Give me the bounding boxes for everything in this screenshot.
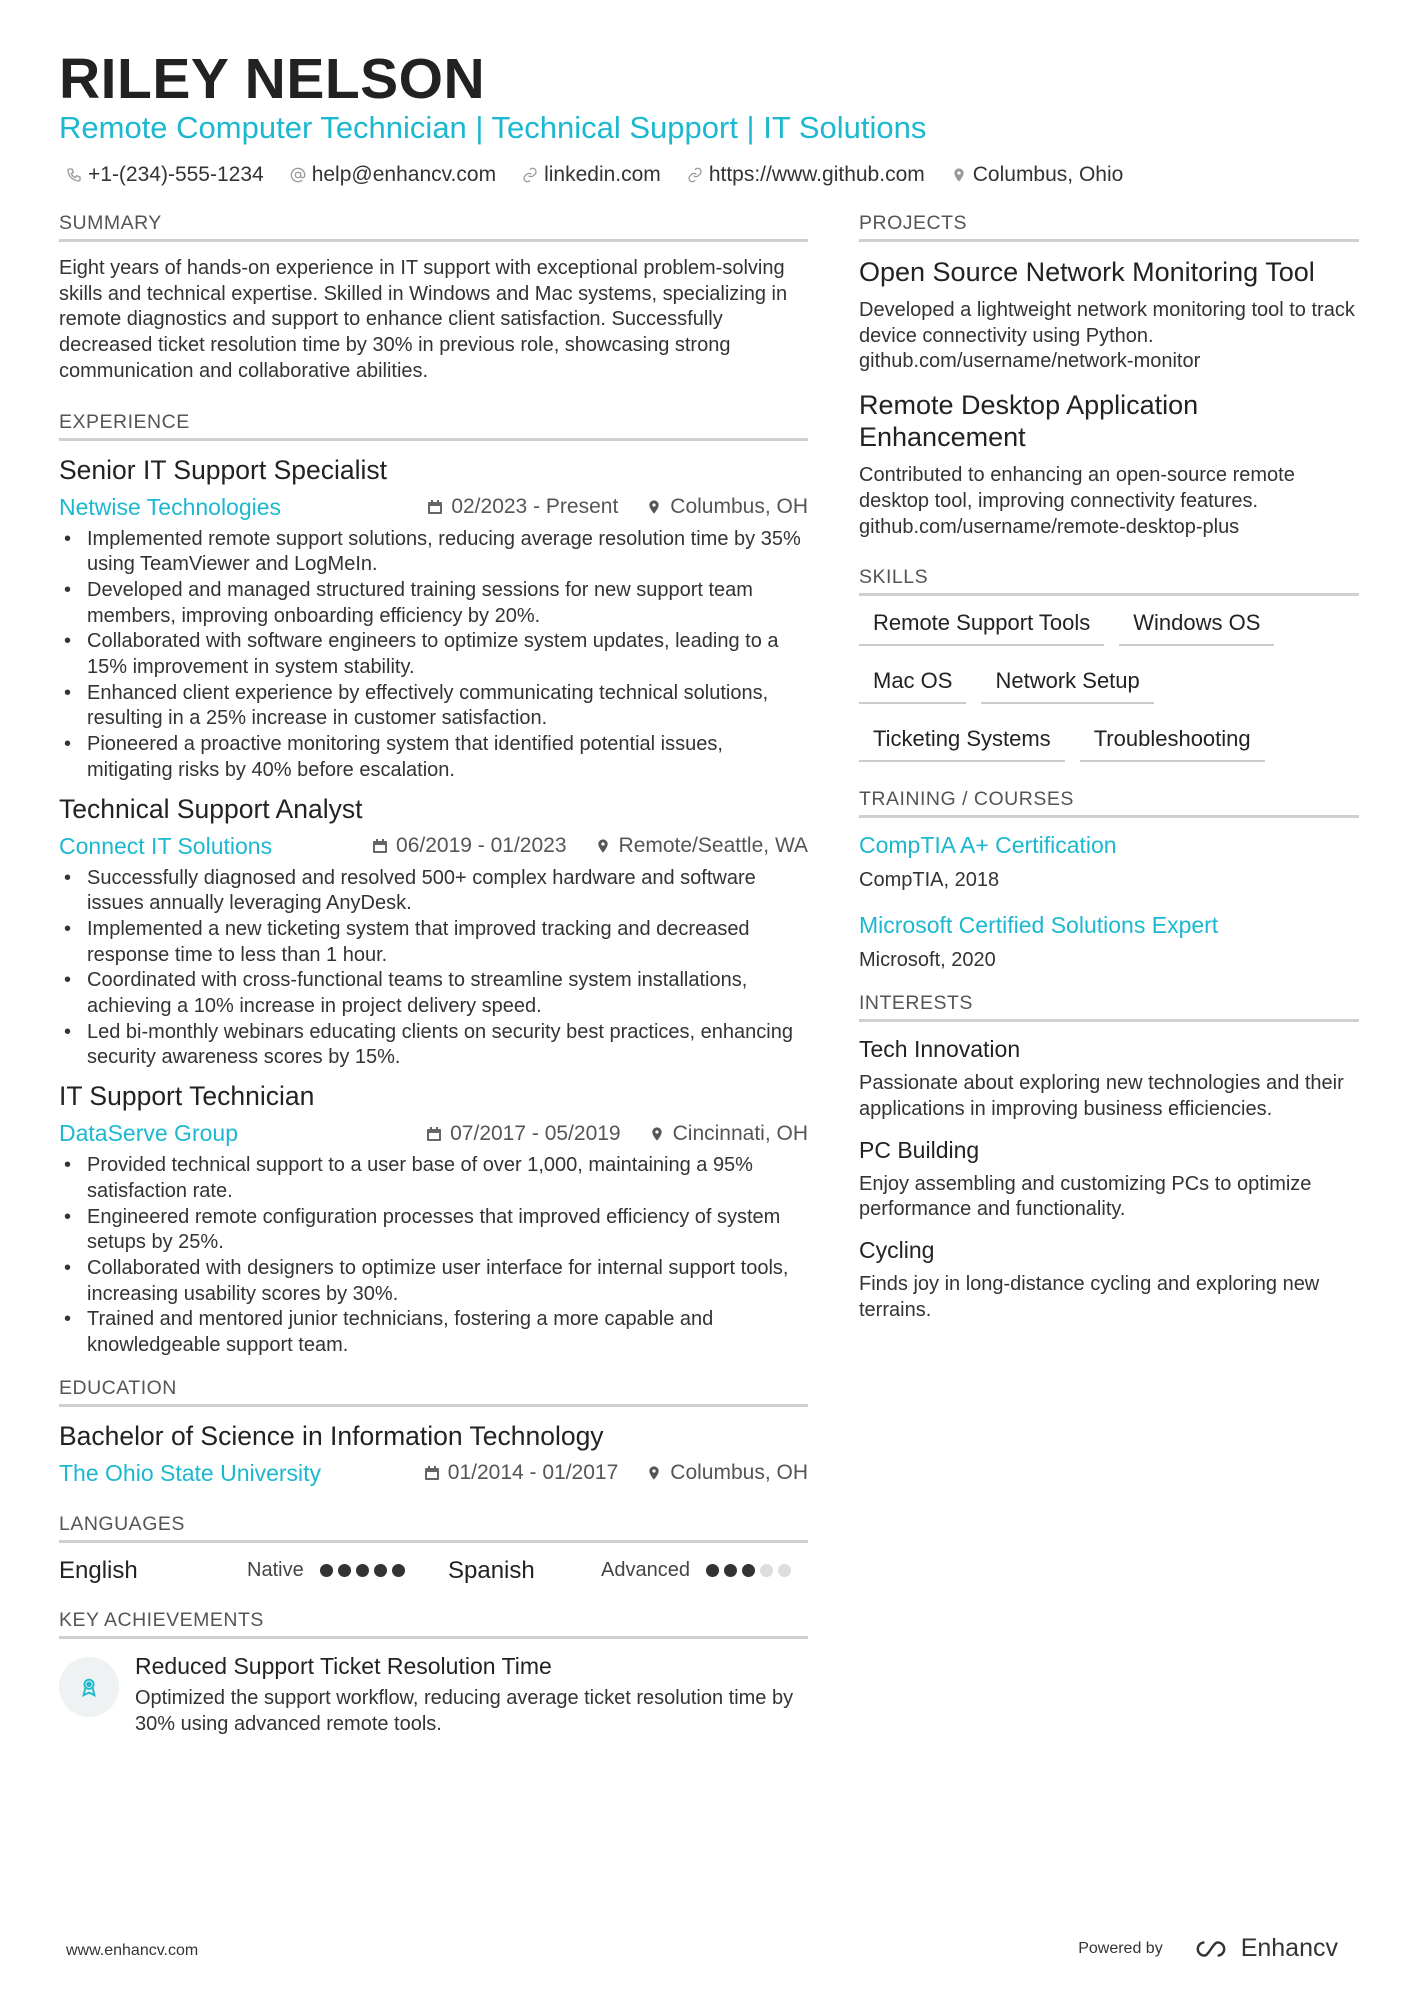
location-icon: [646, 499, 662, 515]
job-dates: [372, 834, 566, 858]
course-title[interactable]: CompTIA A+ Certification: [859, 832, 1117, 859]
contact-github[interactable]: [687, 163, 925, 187]
right-column: [859, 212, 1359, 1323]
language-rating: [320, 1564, 405, 1577]
experience-title: EXPERIENCE: [59, 411, 808, 441]
contact-phone[interactable]: [66, 163, 264, 187]
brand-name: Enhancv: [1240, 1934, 1338, 1962]
footer-website[interactable]: www.enhancv.com: [66, 1942, 199, 1959]
at-icon: [290, 167, 306, 183]
education-dates: [424, 1461, 618, 1485]
job-bullet: • Pioneered a proactive monitoring system that identified potential issues, mitigating risks by 40% before escalation.: [59, 732, 808, 783]
training-section: [859, 788, 1359, 972]
languages-title: LANGUAGES: [59, 1513, 808, 1543]
job-bullet: • Engineered remote configuration processes that improved efficiency of system setups by 25%.: [59, 1205, 808, 1256]
rating-dot: [320, 1564, 333, 1577]
summary-title: SUMMARY: [59, 212, 808, 242]
contact-github-text: https://www.github.com: [708, 163, 925, 186]
job-bullet: • Coordinated with cross-functional teams to streamline system installations, achieving a 10% increase in project delivery speed.: [59, 968, 808, 1019]
enhancv-logo-icon: [1189, 1938, 1233, 1960]
skills-list: [859, 610, 1359, 762]
job-bullets: [59, 1153, 808, 1359]
award-icon: [59, 1657, 119, 1717]
contact-bar: [66, 163, 1149, 187]
skill-tag: Troubleshooting: [1080, 726, 1265, 762]
skills-section: [859, 566, 1359, 762]
project-title: Open Source Network Monitoring Tool: [859, 257, 1315, 287]
interest-text: Enjoy assembling and customizing PCs to optimize performance and functionality.: [859, 1172, 1312, 1221]
project-text: Developed a lightweight network monitoring tool to track device connectivity using Python. github.com/username/network-monitor: [859, 299, 1355, 373]
rating-dot: [760, 1564, 773, 1577]
interests-section: [859, 992, 1359, 1323]
job-dates: [427, 495, 618, 519]
interest-title: Tech Innovation: [859, 1036, 1021, 1063]
project-item: [859, 256, 1359, 375]
interest-item: [859, 1137, 1359, 1223]
job-location-text: Columbus, OH: [670, 495, 808, 519]
job-bullet: • Collaborated with software engineers to optimize system updates, leading to a 15% improvement in system stability.: [59, 629, 808, 680]
education-degree: Bachelor of Science in Information Technology: [59, 1420, 604, 1451]
job-location: [646, 495, 808, 519]
job-entry: [59, 794, 808, 1072]
job-dates-text: 02/2023 - Present: [451, 495, 619, 519]
candidate-name: RILEY NELSON: [59, 47, 486, 111]
rating-dot: [374, 1564, 387, 1577]
job-title: Technical Support Analyst: [59, 793, 363, 824]
job-title: Senior IT Support Specialist: [59, 454, 387, 485]
course-title[interactable]: Microsoft Certified Solutions Expert: [859, 912, 1219, 939]
rating-dot: [778, 1564, 791, 1577]
location-icon: [595, 838, 611, 854]
contact-linkedin-text: linkedin.com: [544, 163, 661, 186]
achievement-title: Reduced Support Ticket Resolution Time: [135, 1652, 552, 1679]
language-rating: [706, 1564, 791, 1577]
education-dates-text: 01/2014 - 01/2017: [447, 1461, 619, 1485]
interest-text: Passionate about exploring new technologies and their applications in improving business efficiencies.: [859, 1072, 1344, 1120]
rating-dot: [356, 1564, 369, 1577]
language-name: English: [59, 1556, 138, 1584]
achievements-section: [59, 1609, 808, 1737]
rating-dot: [392, 1564, 405, 1577]
languages-section: [59, 1513, 808, 1585]
job-bullet: • Developed and managed structured training sessions for new support team members, improving onboarding efficiency by 20%.: [59, 578, 808, 629]
job-location-text: Cincinnati, OH: [672, 1121, 808, 1145]
powered-by-text: Powered by: [1078, 1939, 1163, 1957]
calendar-icon: [427, 499, 443, 515]
rating-dot: [338, 1564, 351, 1577]
project-title: Remote Desktop Application Enhancement: [859, 390, 1199, 453]
language-item: [59, 1557, 448, 1585]
course-provider: Microsoft, 2020: [859, 949, 996, 972]
skill-tag: Network Setup: [981, 668, 1153, 704]
skills-title: SKILLS: [859, 566, 1359, 596]
location-icon: [951, 167, 967, 183]
education-location: [646, 1461, 808, 1485]
contact-phone-text: +1-(234)-555-1234: [88, 163, 264, 186]
contact-email-text: help@enhancv.com: [311, 163, 497, 186]
job-bullet: • Implemented remote support solutions, reducing average resolution time by 35% using TeamViewer and LogMeIn.: [59, 527, 808, 578]
job-bullet: • Implemented a new ticketing system that improved tracking and decreased response time to less than 1 hour.: [59, 917, 808, 968]
interest-title: PC Building: [859, 1136, 980, 1163]
rating-dot: [742, 1564, 755, 1577]
training-title: TRAINING / COURSES: [859, 788, 1359, 818]
project-text: Contributed to enhancing an open-source remote desktop tool, improving connectivity features. github.com/username/remote-desktop-plus: [859, 464, 1295, 538]
contact-email[interactable]: [290, 163, 496, 187]
job-dates: [426, 1122, 620, 1146]
project-item: [859, 389, 1359, 540]
interest-title: Cycling: [859, 1237, 935, 1264]
language-name: Spanish: [448, 1556, 535, 1584]
rating-dot: [724, 1564, 737, 1577]
job-entry: [59, 455, 808, 784]
job-location: [649, 1122, 808, 1146]
education-school[interactable]: The Ohio State University: [59, 1459, 322, 1486]
achievement-item: [59, 1653, 808, 1737]
skill-tag: Ticketing Systems: [859, 726, 1065, 762]
job-bullet: • Successfully diagnosed and resolved 500+ complex hardware and software issues annually leveraging AnyDesk.: [59, 866, 808, 917]
education-location-text: Columbus, OH: [670, 1461, 808, 1485]
job-bullet: • Collaborated with designers to optimize user interface for internal support tools, increasing usability scores by 30%.: [59, 1256, 808, 1307]
job-bullet: • Led bi-monthly webinars educating clients on security best practices, enhancing security awareness scores by 15%.: [59, 1020, 808, 1071]
job-dates-text: 06/2019 - 01/2023: [396, 834, 567, 858]
language-item: [448, 1557, 791, 1585]
contact-linkedin[interactable]: [522, 163, 661, 187]
education-title: EDUCATION: [59, 1377, 808, 1407]
language-level: Advanced: [601, 1559, 690, 1582]
job-location: [595, 834, 808, 858]
location-icon: [649, 1126, 665, 1142]
contact-location: [951, 163, 1124, 187]
calendar-icon: [426, 1126, 442, 1142]
interest-item: [859, 1237, 1359, 1323]
languages-row: [59, 1557, 808, 1585]
job-bullet: • Enhanced client experience by effectively communicating technical solutions, resulting in a 25% increase in customer satisfaction.: [59, 681, 808, 732]
course-item: [859, 832, 1359, 892]
job-bullets: [59, 527, 808, 784]
achievements-title: KEY ACHIEVEMENTS: [59, 1609, 808, 1639]
job-company[interactable]: Connect IT Solutions: [59, 832, 273, 859]
calendar-icon: [424, 1465, 440, 1481]
projects-title: PROJECTS: [859, 212, 1359, 242]
link-icon: [687, 167, 703, 183]
phone-icon: [66, 167, 82, 183]
candidate-headline: Remote Computer Technician | Technical Support | IT Solutions: [59, 110, 927, 145]
skill-tag: Windows OS: [1119, 610, 1274, 646]
language-level: Native: [247, 1559, 304, 1582]
experience-section: [59, 411, 808, 1359]
footer-powered[interactable]: [1078, 1934, 1338, 1963]
job-company[interactable]: DataServe Group: [59, 1120, 238, 1147]
calendar-icon: [372, 838, 388, 854]
rating-dot: [706, 1564, 719, 1577]
course-provider: CompTIA, 2018: [859, 869, 1000, 892]
interest-item: [859, 1036, 1359, 1122]
job-bullet: • Provided technical support to a user base of over 1,000, maintaining a 95% satisfaction rate.: [59, 1153, 808, 1204]
skill-tag: Remote Support Tools: [859, 610, 1104, 646]
education-section: [59, 1377, 808, 1487]
interests-title: INTERESTS: [859, 992, 1359, 1022]
job-bullet: • Trained and mentored junior technicians, fostering a more capable and knowledgeable support team.: [59, 1307, 808, 1358]
skill-tag: Mac OS: [859, 668, 966, 704]
summary-text: Eight years of hands-on experience in IT support with exceptional problem-solving skills and technical expertise. Skilled in Windows and Mac systems, specializing in remote diagnostics and support to enhance client satisfaction. Successfully decreased ticket resolution time by 30% in previous role, showcasing strong communication and collaborative abilities.: [59, 257, 788, 382]
job-title: IT Support Technician: [59, 1081, 315, 1112]
job-entry: [59, 1081, 808, 1359]
left-column: [59, 212, 808, 1737]
contact-location-text: Columbus, Ohio: [972, 163, 1124, 186]
job-dates-text: 07/2017 - 05/2019: [450, 1121, 621, 1145]
location-icon: [646, 1465, 662, 1481]
achievement-text: Optimized the support workflow, reducing average ticket resolution time by 30% using advanced remote tools.: [135, 1686, 794, 1735]
course-item: [859, 912, 1359, 972]
job-location-text: Remote/Seattle, WA: [618, 834, 808, 858]
link-icon: [522, 167, 538, 183]
projects-section: [859, 212, 1359, 540]
job-bullets: [59, 866, 808, 1072]
summary-section: [59, 212, 808, 385]
job-company[interactable]: Netwise Technologies: [59, 493, 282, 520]
interest-text: Finds joy in long-distance cycling and exploring new terrains.: [859, 1273, 1320, 1321]
